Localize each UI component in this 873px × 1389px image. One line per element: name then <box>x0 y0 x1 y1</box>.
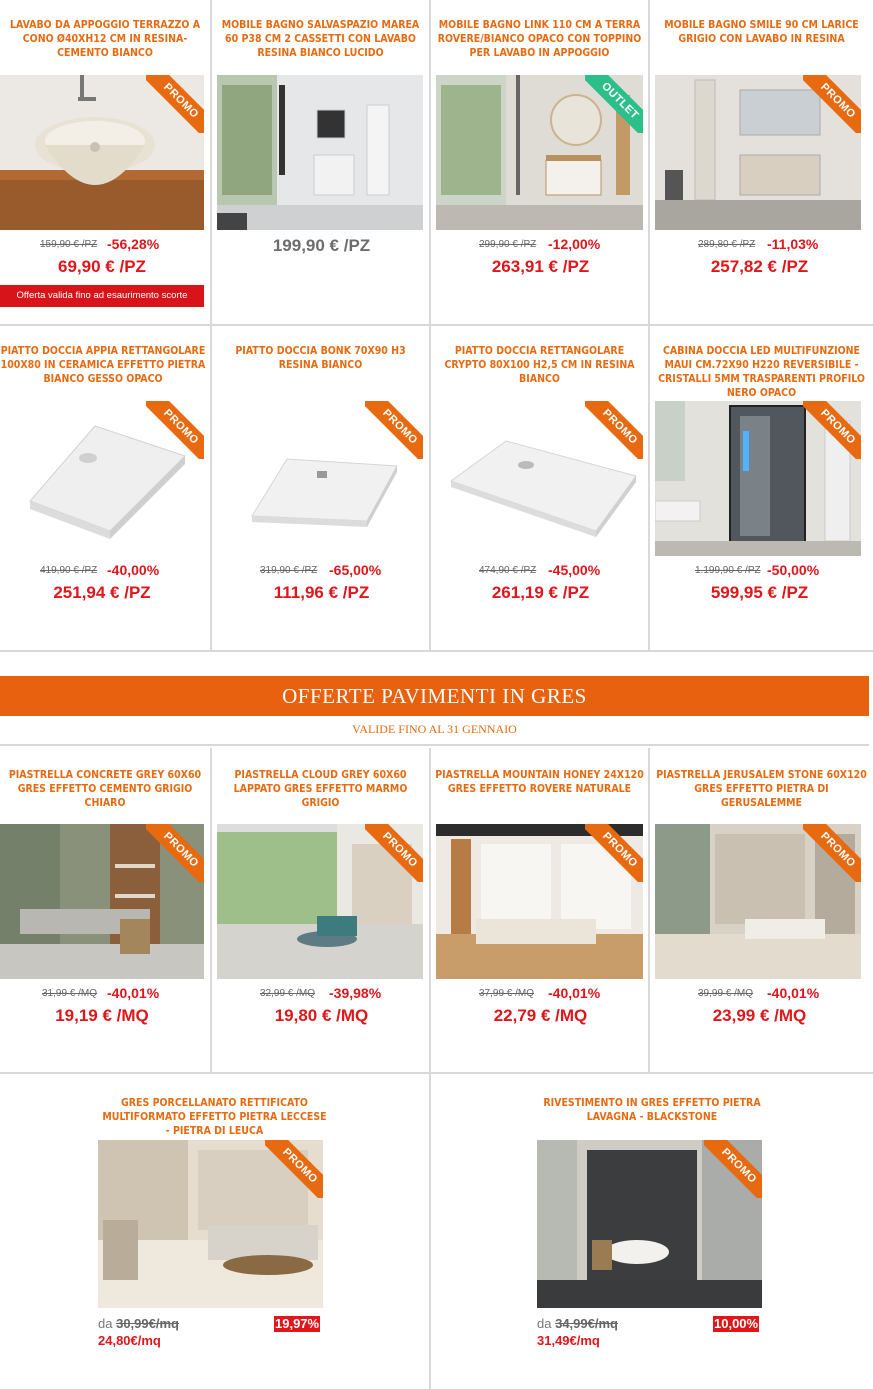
discount: -50,00% <box>767 562 820 578</box>
product-image[interactable] <box>655 75 861 230</box>
old-price: 319,90 € /PZ <box>260 565 318 576</box>
product-title[interactable]: PIASTRELLA MOUNTAIN HONEY 24X120 GRES EFFETTO ROVERE NATURALE <box>435 769 644 795</box>
product-card[interactable] <box>431 0 650 326</box>
product-title[interactable]: PIASTRELLA CONCRETE GREY 60X60 GRES EFFETTO CEMENTO GRIGIO CHIARO <box>8 769 202 809</box>
price: 251,94 € /PZ <box>53 583 151 602</box>
old-price: 419,90 € /PZ <box>40 565 98 576</box>
promo-ribbon: PROMO <box>803 824 861 882</box>
discount: -45,00% <box>548 562 601 578</box>
promo-ribbon: PROMO <box>146 75 204 133</box>
product-image[interactable] <box>98 1140 323 1308</box>
old-price: 289,80 € /PZ <box>698 239 756 250</box>
old-price: 474,90 € /PZ <box>479 565 537 576</box>
promo-ribbon: PROMO <box>585 401 643 459</box>
price: 261,19 € /PZ <box>491 583 590 602</box>
price: 31,49€/mq <box>537 1333 600 1348</box>
old-price: 39,99 € /MQ <box>698 988 754 999</box>
product-card[interactable] <box>212 748 431 1074</box>
product-title[interactable]: GRES PORCELLANATO RETTIFICATO MULTIFORMATO EFFETTO PIETRA LECCESE - PIETRA DI LEUCA <box>102 1097 327 1137</box>
price: 19,80 € /MQ <box>274 1006 369 1025</box>
promo-ribbon: PROMO <box>704 1140 762 1198</box>
product-title[interactable]: PIATTO DOCCIA BONK 70X90 H3 RESINA BIANCO <box>235 345 406 371</box>
product-card[interactable] <box>650 326 873 652</box>
product-image[interactable] <box>0 75 204 230</box>
product-card[interactable] <box>0 748 212 1074</box>
price: 69,90 € /PZ <box>58 257 146 276</box>
promo-ribbon: PROMO <box>585 824 643 882</box>
product-image[interactable] <box>436 75 643 230</box>
product-title[interactable]: PIATTO DOCCIA APPIA RETTANGOLARE 100X80 IN CERAMICA EFFETTO PIETRA BIANCO GESSO OPACO <box>0 345 206 385</box>
old-price: 1.199,90 € /PZ <box>695 565 761 576</box>
product-image[interactable] <box>655 824 861 979</box>
old-price: 32,99 € /MQ <box>260 988 316 999</box>
product-title[interactable]: RIVESTIMENTO IN GRES EFFETTO PIETRA LAVAGNA - BLACKSTONE <box>543 1097 761 1123</box>
product-row-1 <box>0 0 873 326</box>
product-title[interactable]: MOBILE BAGNO SMILE 90 CM LARICE GRIGIO CON LAVABO IN RESINA <box>664 19 859 45</box>
product-title[interactable]: PIASTRELLA JERUSALEM STONE 60X120 GRES EFFETTO PIETRA DI GERUSALEMME <box>656 769 867 809</box>
discount: -40,01% <box>767 985 820 1001</box>
product-title[interactable]: PIATTO DOCCIA RETTANGOLARE CRYPTO 80X100 H2,5 CM IN RESINA BIANCO <box>444 345 635 385</box>
product-image[interactable] <box>217 824 423 979</box>
promo-ribbon: PROMO <box>803 75 861 133</box>
product-title[interactable]: MOBILE BAGNO LINK 110 CM A TERRA ROVERE/BIANCO OPACO CON TOPPINO PER LAVABO IN APPOGGIO <box>437 19 642 59</box>
discount: -39,98% <box>329 985 382 1001</box>
product-title[interactable]: LAVABO DA APPOGGIO TERRAZZO A CONO Ø40XH12 CM IN RESINA-CEMENTO BIANCO <box>9 19 201 59</box>
from-price: da 34,99€/mq <box>537 1316 618 1331</box>
product-card[interactable] <box>431 748 650 1074</box>
price: 19,19 € /MQ <box>55 1006 149 1025</box>
product-card[interactable] <box>0 1074 431 1389</box>
product-title[interactable]: MOBILE BAGNO SALVASPAZIO MAREA 60 P38 CM 2 CASSETTI CON LAVABO RESINA BIANCO LUCIDO <box>221 19 420 59</box>
discount-badge: 10,00% <box>714 1316 759 1331</box>
product-card[interactable] <box>212 0 431 326</box>
section-banner: OFFERTE PAVIMENTI IN GRES <box>0 676 869 716</box>
price: 199,90 € /PZ <box>272 236 371 255</box>
product-card[interactable] <box>212 326 431 652</box>
product-image[interactable] <box>436 824 643 979</box>
product-image[interactable] <box>0 401 204 556</box>
discount: -12,00% <box>548 236 601 252</box>
promo-ribbon: PROMO <box>365 824 423 882</box>
product-card[interactable] <box>650 748 873 1074</box>
discount-badge: 19,97% <box>275 1316 320 1331</box>
price: 257,82 € /PZ <box>710 257 809 276</box>
price: 23,99 € /MQ <box>712 1006 807 1025</box>
product-card[interactable] <box>650 0 873 326</box>
old-price: 37,99 € /MQ <box>479 988 535 999</box>
outlet-ribbon: OUTLET <box>585 75 643 133</box>
promo-ribbon: PROMO <box>146 824 204 882</box>
promo-ribbon: PROMO <box>146 401 204 459</box>
promo-ribbon: PROMO <box>265 1140 323 1198</box>
product-image[interactable] <box>0 824 204 979</box>
product-card[interactable] <box>431 326 650 652</box>
discount: -40,00% <box>107 562 160 578</box>
discount: -40,01% <box>548 985 601 1001</box>
price: 24,80€/mq <box>98 1333 161 1348</box>
promo-ribbon: PROMO <box>803 401 861 459</box>
from-price: da 30,99€/mq <box>98 1316 179 1331</box>
old-price: 299,90 € /PZ <box>479 239 537 250</box>
offer-badge: Offerta valida fino ad esaurimento scorte <box>0 285 204 307</box>
price: 263,91 € /PZ <box>491 257 590 276</box>
price: 599,95 € /PZ <box>710 583 809 602</box>
product-card[interactable] <box>0 326 212 652</box>
product-row-2 <box>0 326 873 652</box>
product-image[interactable] <box>217 401 423 556</box>
price: 111,96 € /PZ <box>273 583 370 602</box>
promo-ribbon: PROMO <box>365 401 423 459</box>
product-row-3 <box>0 748 873 1074</box>
discount: -56,28% <box>107 236 160 252</box>
product-image[interactable] <box>537 1140 762 1308</box>
product-title[interactable]: CABINA DOCCIA LED MULTIFUNZIONE MAUI CM.72X90 H220 REVERSIBILE - CRISTALLI 5MM TRASPARENTI PROFILO NERO OPACO <box>658 345 865 399</box>
price: 22,79 € /MQ <box>493 1006 588 1025</box>
product-title[interactable]: PIASTRELLA CLOUD GREY 60X60 LAPPATO GRES EFFETTO MARMO GRIGIO <box>233 769 408 809</box>
product-image[interactable] <box>217 75 423 230</box>
product-row-4 <box>0 1074 873 1389</box>
product-card[interactable] <box>0 0 212 326</box>
old-price: 34,99€/mq <box>555 1316 618 1331</box>
product-card[interactable] <box>431 1074 873 1389</box>
product-image[interactable] <box>655 401 861 556</box>
section-subtitle: VALIDE FINO AL 31 GENNAIO <box>0 716 869 746</box>
discount: -40,01% <box>107 985 160 1001</box>
old-price: 31,99 € /MQ <box>42 988 98 999</box>
product-image[interactable] <box>436 401 643 556</box>
discount: -11,03% <box>767 236 819 252</box>
old-price: 30,99€/mq <box>116 1316 179 1331</box>
discount: -65,00% <box>329 562 382 578</box>
old-price: 159,90 € /PZ <box>40 239 98 250</box>
